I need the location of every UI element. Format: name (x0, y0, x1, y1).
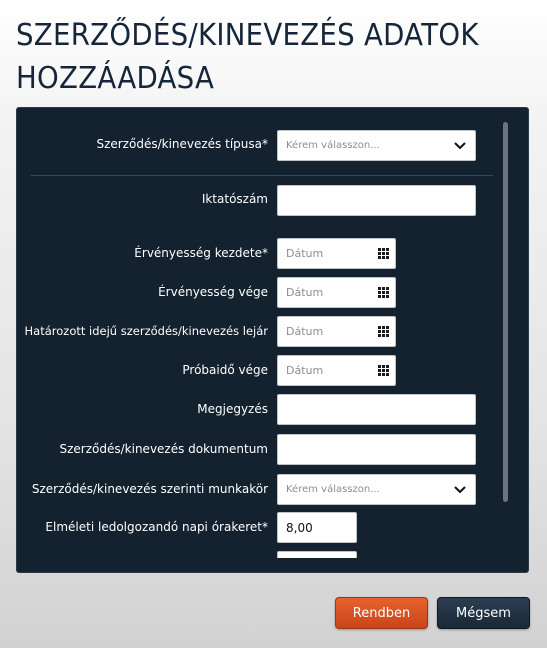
contract-type-select[interactable] (277, 130, 476, 161)
contract-type-placeholder: Kérem válasszon... (286, 140, 380, 151)
contract-document-field[interactable] (277, 434, 476, 465)
contract-type-label: Szerződés/kinevezés típusa* (96, 137, 268, 151)
daily-hours-field[interactable] (277, 512, 357, 543)
registration-number-input[interactable] (278, 186, 475, 215)
registration-number-field[interactable] (277, 185, 476, 216)
note-field[interactable] (277, 394, 476, 425)
next-field-partial[interactable] (277, 551, 357, 558)
calendar-icon[interactable] (378, 287, 390, 299)
valid-from-date-field[interactable] (277, 238, 396, 269)
dialog-title-line2: HOZZÁADÁSA (16, 61, 215, 96)
job-title-select[interactable] (277, 474, 476, 505)
contract-document-label: Szerződés/kinevezés dokumentum (59, 442, 268, 456)
cancel-button[interactable]: Mégsem (437, 597, 530, 629)
note-label: Megjegyzés (197, 402, 268, 416)
dialog-title-line1: SZERZŐDÉS/KINEVEZÉS ADATOK (16, 18, 479, 53)
chevron-down-icon (453, 140, 467, 152)
section-divider (31, 175, 493, 176)
form-panel (16, 107, 529, 573)
probation-end-label: Próbaidő vége (182, 363, 268, 377)
ok-button[interactable]: Rendben (335, 597, 428, 629)
probation-end-date-field[interactable] (277, 355, 396, 386)
fixed-term-expiry-label: Határozott idejű szerződés/kinevezés lejár (24, 324, 268, 338)
scrollbar-thumb[interactable] (503, 122, 508, 502)
job-title-label: Szerződés/kinevezés szerinti munkakör (31, 482, 268, 496)
chevron-down-icon (453, 484, 467, 496)
daily-hours-label: Elméleti ledolgozandó napi órakeret* (45, 520, 268, 534)
contract-document-input[interactable] (278, 435, 475, 464)
job-title-placeholder: Kérem válasszon... (286, 484, 380, 495)
calendar-icon[interactable] (378, 326, 390, 338)
valid-from-label: Érvényesség kezdete* (134, 246, 268, 260)
fixed-term-expiry-date-field[interactable] (277, 316, 396, 347)
calendar-icon[interactable] (378, 365, 390, 377)
registration-number-label: Iktatószám (201, 192, 268, 206)
daily-hours-input[interactable] (278, 513, 356, 542)
form-scroll-area[interactable] (17, 108, 528, 558)
valid-to-label: Érvényesség vége (158, 285, 268, 299)
note-input[interactable] (278, 395, 475, 424)
calendar-icon[interactable] (378, 248, 390, 260)
valid-to-date-field[interactable] (277, 277, 396, 308)
dialog-title (16, 14, 494, 100)
